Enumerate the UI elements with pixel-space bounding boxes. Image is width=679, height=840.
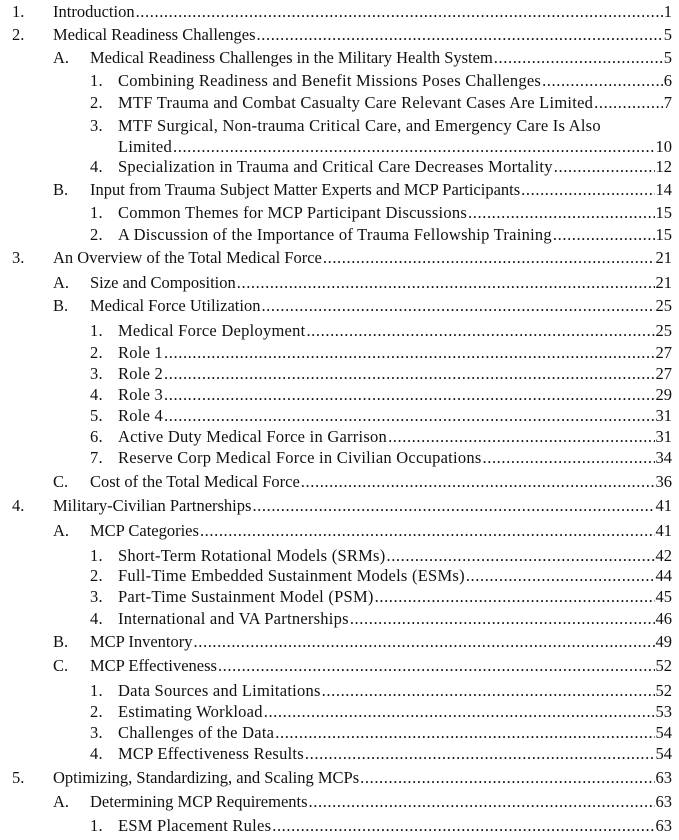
toc-entry-continuation[interactable]	[0, 136, 672, 158]
toc-entry[interactable]	[0, 520, 672, 542]
toc-entry-number: 6.	[90, 427, 103, 446]
toc-entry-title: Role 4	[118, 406, 164, 425]
toc-entry-page: 5	[663, 48, 672, 67]
toc-entry-page: 5	[663, 25, 672, 44]
toc-entry[interactable]	[0, 272, 672, 294]
toc-entry[interactable]	[0, 92, 672, 114]
toc-entry-title: Optimizing, Standardizing, and Scaling MCPs	[53, 768, 360, 787]
toc-entry-title: Cost of the Total Medical Force	[90, 472, 300, 491]
toc-entry-title: ESM Placement Rules	[118, 816, 272, 835]
dot-leader	[360, 767, 654, 789]
toc-entry[interactable]	[0, 631, 672, 653]
dot-leader	[542, 70, 663, 92]
dot-leader	[173, 136, 655, 158]
toc-entry-title: Role 3	[118, 385, 164, 404]
dot-leader	[466, 565, 655, 587]
toc-entry-number: B.	[53, 632, 69, 651]
dot-leader	[272, 815, 654, 837]
toc-entry[interactable]	[0, 565, 672, 587]
toc-entry-page: 42	[655, 546, 672, 565]
dot-leader	[136, 1, 663, 23]
toc-entry-title: Military-Civilian Partnerships	[53, 496, 252, 515]
toc-entry-page: 21	[655, 248, 672, 267]
toc-entry-title: Input from Trauma Subject Matter Experts and MCP Participants	[90, 180, 521, 199]
toc-entry[interactable]	[0, 655, 672, 677]
toc-entry-number: 4.	[90, 744, 103, 763]
toc-entry-number: A.	[53, 521, 70, 540]
toc-entry[interactable]	[0, 680, 672, 702]
toc-entry-title: Size and Composition	[90, 273, 236, 292]
toc-entry-title: MCP Effectiveness Results	[118, 744, 304, 763]
toc-entry[interactable]	[0, 224, 672, 246]
toc-entry-page: 21	[655, 273, 672, 292]
dot-leader	[252, 495, 654, 517]
toc-entry-title: MTF Trauma and Combat Casualty Care Relevant Cases Are Limited	[118, 93, 594, 112]
dot-leader	[194, 631, 655, 653]
toc-entry-number: 1.	[90, 71, 103, 90]
toc-entry-number: 7.	[90, 448, 103, 467]
dot-leader	[350, 608, 655, 630]
toc-entry-number: 4.	[90, 157, 103, 176]
toc-entry-title: An Overview of the Total Medical Force	[53, 248, 322, 267]
dot-leader	[218, 655, 655, 677]
toc-entry[interactable]	[0, 156, 672, 178]
toc-entry-title: MTF Surgical, Non-trauma Critical Care, and Emergency Care Is Also	[118, 116, 601, 135]
toc-entry-page: 15	[655, 203, 672, 222]
toc-entry-number: 2.	[12, 25, 25, 44]
toc-entry[interactable]	[0, 701, 672, 723]
dot-leader	[386, 545, 654, 567]
toc-entry-page: 41	[655, 496, 672, 515]
toc-entry-number: A.	[53, 792, 70, 811]
dot-leader	[200, 520, 655, 542]
dot-leader	[257, 24, 663, 46]
toc-entry-page: 49	[655, 632, 672, 651]
toc-entry-number: A.	[53, 273, 70, 292]
toc-entry-title: Determining MCP Requirements	[90, 792, 308, 811]
toc-entry-page: 34	[655, 448, 672, 467]
toc-entry[interactable]	[0, 24, 672, 46]
toc-entry-page: 54	[655, 723, 672, 742]
dot-leader	[164, 405, 654, 427]
toc-entry-number: 1.	[90, 546, 103, 565]
toc-entry-number: 3.	[90, 364, 103, 383]
toc-entry[interactable]	[0, 767, 672, 789]
toc-entry-title: Short-Term Rotational Models (SRMs)	[118, 546, 386, 565]
dot-leader	[301, 471, 655, 493]
toc-entry-title-continued: Limited	[118, 137, 172, 156]
toc-entry-number: 3.	[90, 116, 103, 135]
toc-entry-number: 3.	[90, 587, 103, 606]
toc-entry[interactable]	[0, 405, 672, 427]
toc-entry-number: 1.	[90, 681, 103, 700]
toc-entry-page: 25	[655, 296, 672, 315]
toc-entry-title: Common Themes for MCP Participant Discussions	[118, 203, 468, 222]
toc-entry-page: 63	[655, 792, 672, 811]
toc-entry[interactable]	[0, 586, 672, 608]
toc-entry-page: 27	[655, 343, 672, 362]
toc-entry-page: 31	[655, 406, 672, 425]
toc-entry-title: Part-Time Sustainment Model (PSM)	[118, 587, 374, 606]
dot-leader	[494, 47, 663, 69]
toc-entry-page: 52	[655, 681, 672, 700]
toc-entry-title: Medical Force Deployment	[118, 321, 306, 340]
toc-entry-title: MCP Categories	[90, 521, 199, 540]
toc-entry-title: Reserve Corp Medical Force in Civilian Occupations	[118, 448, 482, 467]
toc-entry-page: 1	[663, 2, 672, 21]
toc-entry[interactable]	[0, 320, 672, 342]
toc-entry-number: B.	[53, 180, 69, 199]
toc-entry-page: 45	[655, 587, 672, 606]
toc-entry-page: 6	[663, 71, 672, 90]
toc-entry-title: Combining Readiness and Benefit Missions Poses Challenges	[118, 71, 542, 90]
toc-entry[interactable]	[0, 363, 672, 385]
toc-entry-number: 2.	[90, 343, 103, 362]
toc-entry[interactable]	[0, 1, 672, 23]
toc-entry[interactable]	[0, 247, 672, 269]
toc-entry-number: 4.	[90, 385, 103, 404]
toc-entry-page: 41	[655, 521, 672, 540]
toc-entry[interactable]	[0, 608, 672, 630]
dot-leader	[483, 447, 655, 469]
dot-leader	[306, 320, 654, 342]
dot-leader	[237, 272, 655, 294]
toc-entry-page: 52	[655, 656, 672, 675]
dot-leader	[164, 363, 654, 385]
toc-entry-title: A Discussion of the Importance of Trauma Fellowship Training	[118, 225, 552, 244]
toc-entry-number: 4.	[12, 496, 25, 515]
toc-entry-number: 3.	[12, 248, 25, 267]
toc-entry-page: 54	[655, 744, 672, 763]
toc-entry-page: 46	[655, 609, 672, 628]
dot-leader	[323, 247, 655, 269]
toc-entry-number: 1.	[90, 203, 103, 222]
toc-entry-page: 31	[655, 427, 672, 446]
dot-leader	[375, 586, 655, 608]
toc-entry-page: 29	[655, 385, 672, 404]
toc-entry-page: 10	[655, 137, 672, 156]
dot-leader	[164, 384, 654, 406]
toc-entry-page: 27	[655, 364, 672, 383]
toc-entry-title: Active Duty Medical Force in Garrison	[118, 427, 388, 446]
toc-entry-number: A.	[53, 48, 70, 67]
dot-leader	[264, 701, 655, 723]
toc-entry-page: 15	[655, 225, 672, 244]
toc-entry[interactable]	[0, 722, 672, 744]
toc-entry-number: 3.	[90, 723, 103, 742]
toc-entry[interactable]	[0, 743, 672, 765]
toc-entry[interactable]	[0, 295, 672, 317]
toc-entry-title: Medical Force Utilization	[90, 296, 261, 315]
toc-entry-title: Challenges of the Data	[118, 723, 275, 742]
dot-leader	[388, 426, 654, 448]
toc-entry-page: 25	[655, 321, 672, 340]
dot-leader	[554, 156, 655, 178]
toc-entry-page: 36	[655, 472, 672, 491]
toc-entry[interactable]	[0, 342, 672, 364]
toc-entry-title: MCP Inventory	[90, 632, 193, 651]
toc-entry-title: Data Sources and Limitations	[118, 681, 321, 700]
toc-entry[interactable]	[0, 202, 672, 224]
toc-entry-title: Specialization in Trauma and Critical Care Decreases Mortality	[118, 157, 553, 176]
dot-leader	[521, 179, 654, 201]
toc-entry-page: 53	[655, 702, 672, 721]
toc-entry-number: 4.	[90, 609, 103, 628]
dot-leader	[164, 342, 654, 364]
toc-entry-page: 63	[655, 768, 672, 787]
toc-entry[interactable]	[0, 791, 672, 813]
toc-entry[interactable]	[0, 815, 672, 837]
toc-entry[interactable]	[0, 384, 672, 406]
toc-entry-number: 2.	[90, 93, 103, 112]
dot-leader	[322, 680, 655, 702]
toc-entry-number: 5.	[90, 406, 103, 425]
toc-entry-title: Estimating Workload	[118, 702, 263, 721]
toc-entry[interactable]	[0, 471, 672, 493]
toc-entry-page: 63	[655, 816, 672, 835]
toc-entry-title: Introduction	[53, 2, 135, 21]
toc-entry-title: Role 1	[118, 343, 164, 362]
toc-entry[interactable]	[0, 70, 672, 92]
dot-leader	[309, 791, 655, 813]
toc-entry[interactable]	[0, 495, 672, 517]
toc-entry-page: 14	[655, 180, 672, 199]
toc-entry-page: 44	[655, 566, 672, 585]
toc-entry-number: C.	[53, 656, 69, 675]
toc-entry-title: Role 2	[118, 364, 164, 383]
toc-entry-title: MCP Effectiveness	[90, 656, 217, 675]
toc-entry[interactable]	[0, 447, 672, 469]
toc-entry-page: 7	[663, 93, 672, 112]
toc-entry-page: 12	[655, 157, 672, 176]
toc-entry-number: 1.	[12, 2, 25, 21]
dot-leader	[261, 295, 654, 317]
toc-entry-title: Medical Readiness Challenges	[53, 25, 256, 44]
toc-entry-number: 2.	[90, 702, 103, 721]
dot-leader	[468, 202, 654, 224]
dot-leader	[594, 92, 663, 114]
toc-entry-number: 2.	[90, 225, 103, 244]
toc-entry-number: B.	[53, 296, 69, 315]
dot-leader	[275, 722, 654, 744]
dot-leader	[553, 224, 655, 246]
toc-entry[interactable]	[0, 115, 672, 137]
toc-entry-title: Medical Readiness Challenges in the Military Health System	[90, 48, 493, 67]
toc-entry-number: C.	[53, 472, 69, 491]
toc-entry-number: 5.	[12, 768, 25, 787]
toc-entry[interactable]	[0, 426, 672, 448]
toc-entry-number: 1.	[90, 321, 103, 340]
toc-entry[interactable]	[0, 47, 672, 69]
toc-entry-title: International and VA Partnerships	[118, 609, 349, 628]
toc-entry-number: 1.	[90, 816, 103, 835]
toc-entry-number: 2.	[90, 566, 103, 585]
dot-leader	[305, 743, 655, 765]
toc-entry-title: Full-Time Embedded Sustainment Models (ESMs)	[118, 566, 465, 585]
toc-entry[interactable]	[0, 545, 672, 567]
toc-entry[interactable]	[0, 179, 672, 201]
